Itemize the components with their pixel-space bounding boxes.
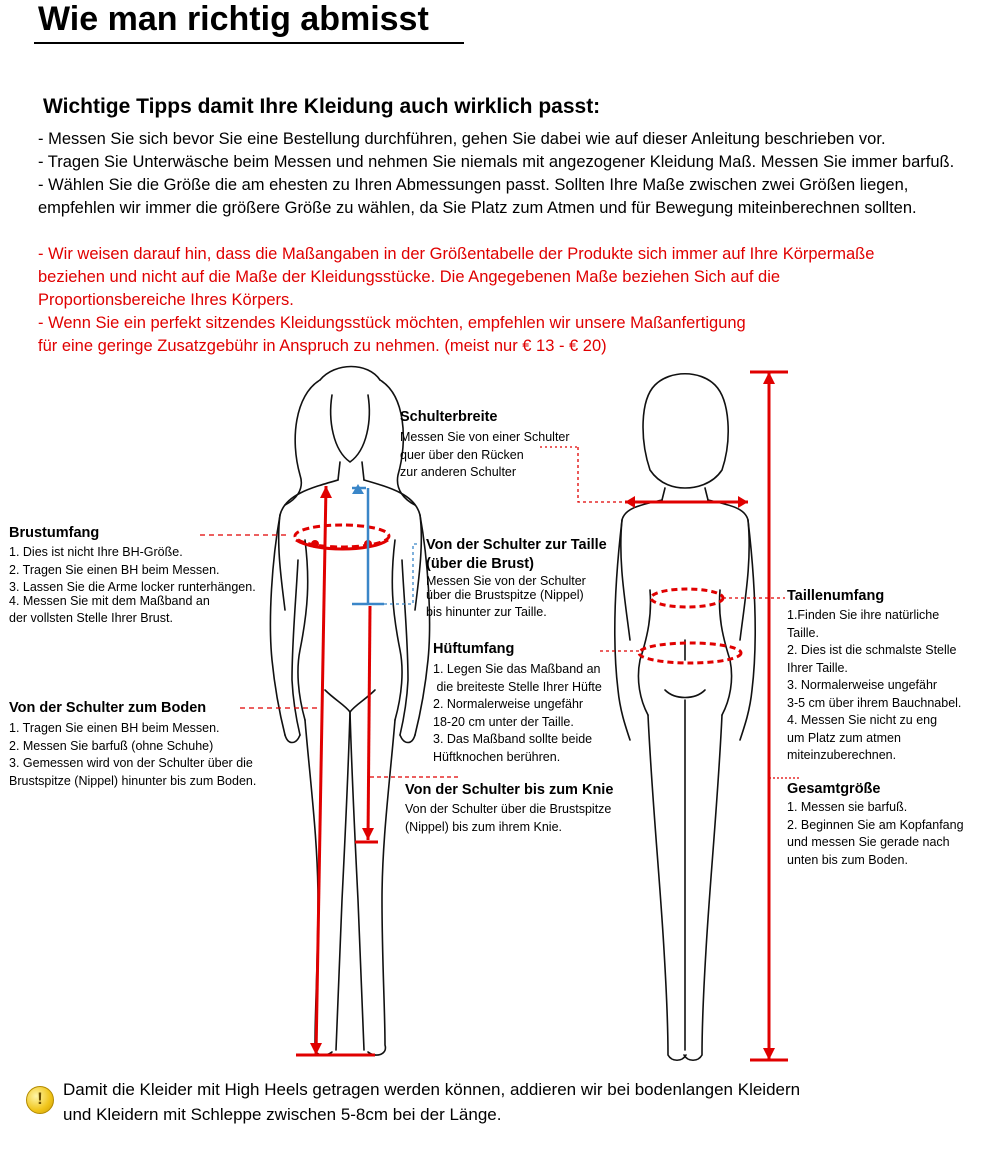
label-hueftumfang-title: Hüftumfang bbox=[433, 641, 515, 657]
label-hueftumfang-text: 1. Legen Sie das Maßband an die breiteste Stelle Ihrer Hüfte 2. Normalerweise ungefähr 18-20 cm unter der Taille. 3. Das Maßband sollte beide Hüftknochen berühren. bbox=[433, 662, 602, 764]
tip-line: empfehlen wir immer die größere Größe zu wählen, da Sie Platz zum Atmen und für Bewegung miteinberechnen sollten. bbox=[38, 199, 917, 217]
label-schulter-boden-title: Von der Schulter zum Boden bbox=[9, 700, 207, 716]
label-schulterbreite-title: Schulterbreite bbox=[400, 409, 498, 425]
page-title: Wie man richtig abmisst bbox=[38, 0, 429, 38]
high-heels-note: Damit die Kleider mit High Heels getragen werden können, addieren wir bei bodenlangen Kleidern und Kleidern mit Schleppe zwischen 5-8cm bei der Länge. bbox=[63, 1080, 801, 1124]
warning-line: - Wenn Sie ein perfekt sitzendes Kleidungsstück möchten, empfehlen wir unsere Maßanfertigung bbox=[38, 314, 746, 332]
label-brustumfang-text: 1. Dies ist nicht Ihre BH-Größe. 2. Tragen Sie einen BH beim Messen. 3. Lassen Sie die Arme locker runterhängen. 4. Messen Sie mit dem Maßband an der vollsten Stelle Ihrer Brust. bbox=[9, 545, 256, 625]
warning-line: - Wir weisen darauf hin, dass die Maßangaben in der Größentabelle der Produkte sich immer auf Ihre Körpermaße bbox=[38, 245, 875, 263]
warning-line: beziehen und nicht auf die Maße der Kleidungsstücke. Die Angegebenen Maße beziehen Sich auf die bbox=[38, 268, 781, 286]
label-gesamtgroesse-text: 1. Messen sie barfuß. 2. Beginnen Sie am Kopfanfang und messen Sie gerade nach unten bis zum Boden. bbox=[787, 800, 964, 867]
tip-line: - Tragen Sie Unterwäsche beim Messen und nehmen Sie niemals mit angezogener Kleidung Maß. Messen Sie immer barfuß. bbox=[38, 153, 955, 171]
label-schulter-knie-text: Von der Schulter über die Brustspitze (Nippel) bis zum ihrem Knie. bbox=[405, 802, 612, 834]
warning-icon: ! bbox=[26, 1086, 54, 1114]
label-schulter-knie-title: Von der Schulter bis zum Knie bbox=[405, 782, 614, 798]
label-schulter-taille-text: Messen Sie von der Schulter über die Brustspitze (Nippel) bis hinunter zur Taille. bbox=[426, 574, 586, 619]
label-schulter-boden-text: 1. Tragen Sie einen BH beim Messen. 2. Messen Sie barfuß (ohne Schuhe) 3. Gemessen wird von der Schulter über die Brustspitze (Nippel) hinunter bis zum Boden. bbox=[9, 721, 257, 788]
tip-line: - Messen Sie sich bevor Sie eine Bestellung durchführen, gehen Sie dabei wie auf dieser Anleitung beschrieben vor. bbox=[38, 130, 886, 148]
label-taillenumfang-text: 1.Finden Sie ihre natürliche Taille. 2. Dies ist die schmalste Stelle Ihrer Taille. 3. Normalerweise ungefähr 3-5 cm über ihrem Bauchnabel. 4. Messen Sie nicht zu eng um Platz zum atmen miteinzuberechnen. bbox=[787, 608, 962, 762]
label-brustumfang-title: Brustumfang bbox=[9, 525, 100, 541]
warning-line: für eine geringe Zusatzgebühr in Anspruch zu nehmen. (meist nur € 13 - € 20) bbox=[38, 337, 607, 355]
label-schulterbreite-text: Messen Sie von einer Schulter quer über den Rücken zur anderen Schulter bbox=[400, 430, 570, 479]
label-schulter-taille-title: Von der Schulter zur Taille (über die Brust) bbox=[426, 537, 607, 572]
label-gesamtgroesse-title: Gesamtgröße bbox=[787, 781, 881, 797]
back-body-outline bbox=[615, 374, 755, 1061]
tips-heading: Wichtige Tipps damit Ihre Kleidung auch wirklich passt: bbox=[43, 95, 601, 118]
label-taillenumfang-title: Taillenumfang bbox=[787, 588, 885, 604]
tip-line: - Wählen Sie die Größe die am ehesten zu Ihren Abmessungen passt. Sollten Ihre Maße zwischen zwei Größen liegen, bbox=[38, 176, 909, 194]
warning-line: Proportionsbereiche Ihres Körpers. bbox=[38, 291, 294, 309]
